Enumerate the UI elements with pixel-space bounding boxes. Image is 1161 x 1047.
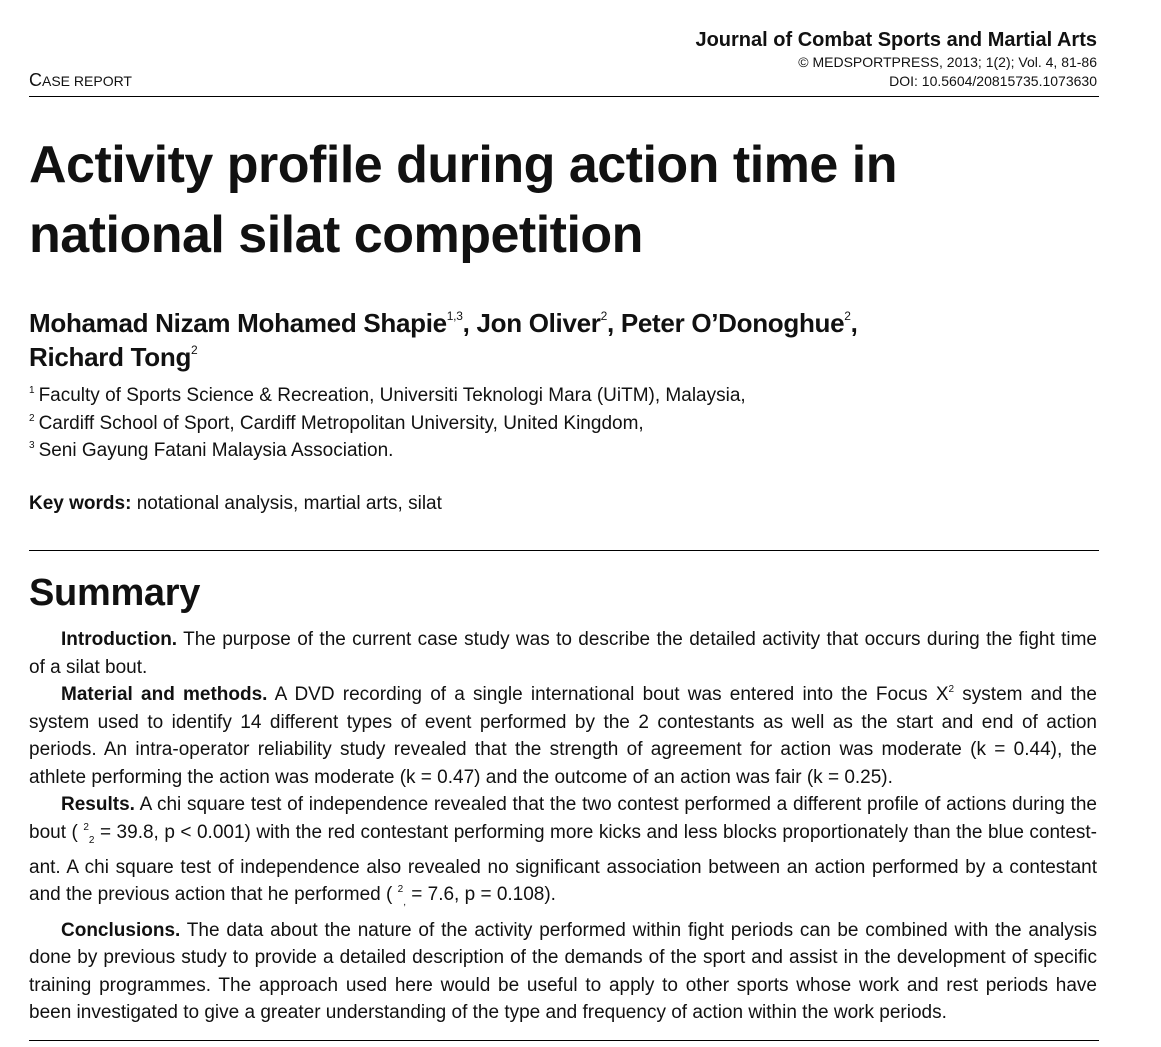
results-label: Results.: [61, 794, 135, 815]
section-label-initial: C: [29, 70, 42, 90]
author-name: Richard Tong: [29, 342, 192, 372]
article-title: Activity profile during action time in national silat competition: [29, 136, 897, 264]
author-list: [29, 306, 1099, 374]
author-affiliation-marker: 2: [844, 309, 851, 323]
chi-square-subscript: ,: [403, 897, 406, 909]
affiliation-item: [29, 410, 746, 438]
section-label-rest: ASE REPORT: [42, 73, 132, 89]
methods-label: Material and methods.: [61, 684, 268, 705]
author-separator: ,: [850, 308, 858, 338]
keywords-text: notational analysis, martial arts, silat: [131, 493, 442, 514]
affiliation-item: [29, 382, 746, 410]
author-name: Mohamad Nizam Mohamed Shapie: [29, 308, 447, 338]
affiliation-list: [29, 382, 746, 465]
summary-divider: [29, 550, 1099, 551]
author-affiliation-marker: 1,3: [446, 309, 463, 323]
summary-heading: Summary: [29, 572, 201, 614]
results-text: = 39.8, p < 0.001) with the red contestant performing more kicks and less blocks proportionately than the blue contestant. A chi square test of independence also revealed no significant association between an action performed by a contestant and the previous action that he performed (: [29, 821, 1097, 906]
conclusions-label: Conclusions.: [61, 919, 181, 941]
introduction-label: Introduction.: [61, 629, 178, 650]
results-text: = 7.6, p = 0.108).: [405, 884, 556, 906]
affiliation-text: Faculty of Sports Science & Recreation, Universiti Teknologi Mara (UiTM), Malaysia,: [38, 385, 746, 406]
conclusions-text: The data about the nature of the activity performed within fight periods can be combined with the analysis done by previous study to provide a detailed description of the demands of the sport and assist in the development of specific training programmes. The approach used here would be useful to apply to other sports whose work and rest periods have been investigated to give a greater understanding of the type and frequency of action within the work periods.: [29, 919, 1097, 1024]
summary-body: [29, 626, 1097, 1027]
keywords-label: Key words:: [29, 493, 132, 514]
author-name: Peter O’Donoghue: [620, 308, 845, 338]
affiliation-number: 1: [29, 385, 35, 396]
footer-divider: [29, 1040, 1099, 1041]
affiliation-item: [29, 437, 746, 465]
author-separator: ,: [462, 308, 477, 338]
summary-conclusions: [29, 917, 1097, 1027]
author-separator: ,: [607, 308, 621, 338]
methods-superscript: 2: [948, 684, 955, 695]
affiliation-number: 2: [29, 412, 35, 424]
header-divider: [29, 96, 1099, 97]
affiliation-number: 3: [29, 440, 35, 451]
summary-methods: [29, 681, 1097, 791]
results-text: A chi square test of independence revealed that the two contest performed a different profile of actions during the bout (: [29, 794, 1097, 843]
author-affiliation-marker: 2: [191, 343, 198, 357]
section-label: [29, 70, 132, 91]
affiliation-text: Cardiff School of Sport, Cardiff Metropolitan University, United Kingdom,: [38, 412, 644, 434]
chi-square-superscript: 2: [397, 884, 404, 896]
author-name: Jon Oliver: [476, 308, 601, 338]
chi-square-subscript: 2: [88, 834, 95, 846]
keywords-line: [29, 493, 442, 515]
doi-line: DOI: 10.5604/20815735.1073630: [889, 73, 1097, 89]
author-affiliation-marker: 2: [600, 309, 607, 323]
methods-text: A DVD recording of a single international bout was entered into the Focus X: [267, 684, 949, 705]
introduction-text: The purpose of the current case study was to describe the detailed activity that occurs during the fight time of a silat bout.: [29, 629, 1097, 678]
summary-introduction: [29, 626, 1097, 681]
journal-name: Journal of Combat Sports and Martial Arts: [695, 29, 1097, 51]
publisher-line: © MEDSPORTPRESS, 2013; 1(2); Vol. 4, 81-86: [798, 54, 1097, 70]
affiliation-text: Seni Gayung Fatani Malaysia Association.: [38, 440, 394, 461]
methods-text: system and the system used to identify 14 different types of event performed by the 2 contestants as well as the start and end of action periods. An intra-operator reliability study revealed that the strength of agreement for action was moderate (k = 0.44), the athlete performing the action was moderate (k = 0.47) and the outcome of an action was fair (k = 0.25).: [29, 684, 1098, 788]
chi-square-superscript: 2: [83, 821, 89, 833]
summary-results: [29, 791, 1097, 917]
